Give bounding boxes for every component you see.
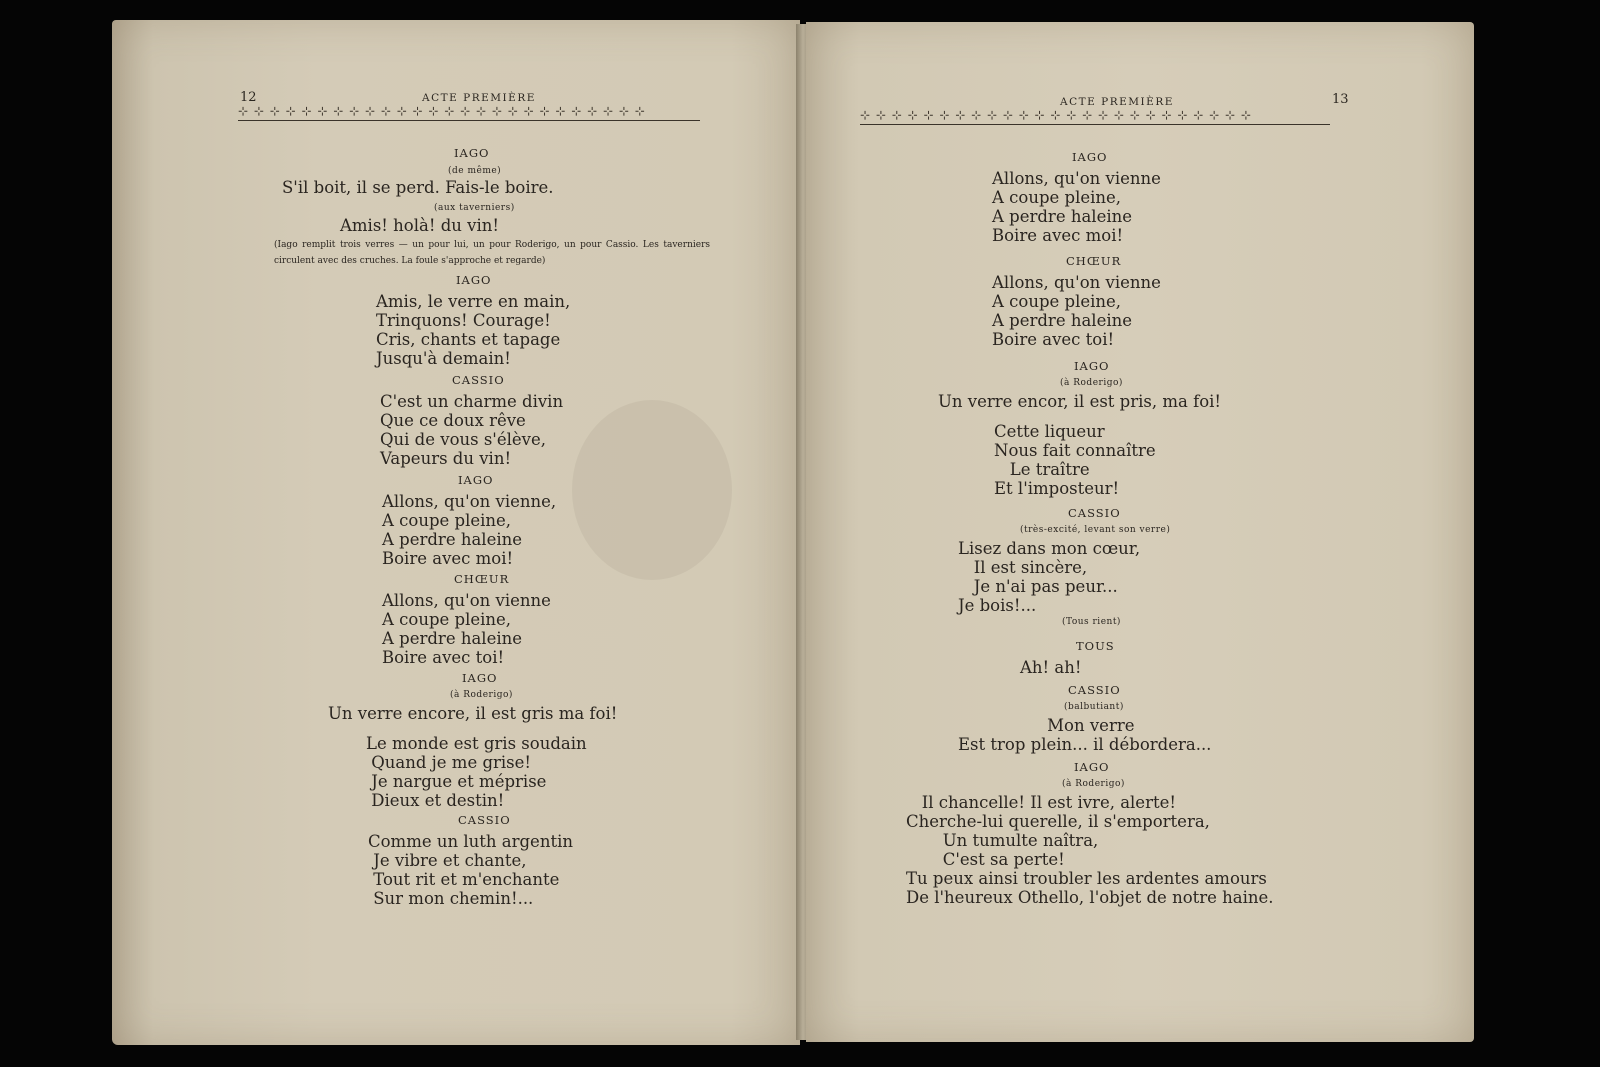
verse-stanza: Lisez dans mon cœur, Il est sincère, Je n'ai pas peur... Je bois!...	[958, 539, 1141, 615]
speaker-name: IAGO	[1074, 760, 1110, 774]
header-ornament: ⊹ ⊹ ⊹ ⊹ ⊹ ⊹ ⊹ ⊹ ⊹ ⊹ ⊹ ⊹ ⊹ ⊹ ⊹ ⊹ ⊹ ⊹ ⊹ ⊹ ⊹ ⊹ ⊹ ⊹ ⊹ ⊹	[238, 106, 700, 121]
speaker-name: TOUS	[1076, 639, 1115, 653]
speaker-name: CASSIO	[1068, 506, 1121, 520]
speaker-name: CHŒUR	[454, 572, 510, 586]
speaker-name: CASSIO	[1068, 683, 1121, 697]
speaker-name: CASSIO	[458, 813, 511, 827]
running-header: ACTE PREMIÈRE	[422, 92, 536, 104]
verse-stanza: C'est un charme divin Que ce doux rêve Qui de vous s'élève, Vapeurs du vin!	[380, 392, 564, 468]
verse-stanza: Il chancelle! Il est ivre, alerte! Cherche-lui querelle, il s'emportera, Un tumulte naîtra, C'est sa perte! Tu peux ainsi troubler les ardentes amours De l'heureux Othello, l'objet de notre haine.	[906, 793, 1274, 907]
right-page	[806, 22, 1474, 1042]
verse-line: S'il boit, il se perd. Fais-le boire.	[282, 178, 554, 197]
verse-line: Un verre encor, il est pris, ma foi!	[938, 392, 1222, 411]
verse-stanza: Allons, qu'on vienne A coupe pleine, A perdre haleine Boire avec toi!	[382, 591, 551, 667]
verse-stanza: Allons, qu'on vienne A coupe pleine, A perdre haleine Boire avec toi!	[992, 273, 1161, 349]
stage-direction: (Tous rient)	[1062, 617, 1121, 627]
verse-line: Amis! holà! du vin!	[340, 216, 500, 235]
running-header: ACTE PREMIÈRE	[1060, 96, 1174, 108]
page-number: 12	[240, 90, 257, 105]
watermark	[572, 400, 732, 580]
left-page	[112, 20, 800, 1045]
stage-direction: (aux taverniers)	[434, 203, 515, 213]
speaker-name: IAGO	[458, 473, 494, 487]
stage-direction: (à Roderigo)	[1062, 779, 1125, 789]
speaker-name: CASSIO	[452, 373, 505, 387]
speaker-name: IAGO	[456, 273, 492, 287]
page-number: 13	[1332, 92, 1349, 107]
verse-stanza: Cette liqueur Nous fait connaître Le traître Et l'imposteur!	[994, 422, 1156, 498]
speaker-name: IAGO	[454, 146, 490, 160]
verse-line: Un verre encore, il est gris ma foi!	[328, 704, 618, 723]
verse-stanza: Allons, qu'on vienne, A coupe pleine, A perdre haleine Boire avec moi!	[382, 492, 557, 568]
stage-direction: (à Roderigo)	[450, 690, 513, 700]
stage-direction: (très-excité, levant son verre)	[1020, 525, 1171, 535]
speaker-name: CHŒUR	[1066, 254, 1122, 268]
verse-stanza: Le monde est gris soudain Quand je me grise! Je nargue et méprise Dieux et destin!	[366, 734, 587, 810]
speaker-name: IAGO	[1074, 359, 1110, 373]
stage-direction: (à Roderigo)	[1060, 378, 1123, 388]
verse-stanza: Comme un luth argentin Je vibre et chante, Tout rit et m'enchante Sur mon chemin!...	[368, 832, 573, 908]
header-ornament: ⊹ ⊹ ⊹ ⊹ ⊹ ⊹ ⊹ ⊹ ⊹ ⊹ ⊹ ⊹ ⊹ ⊹ ⊹ ⊹ ⊹ ⊹ ⊹ ⊹ ⊹ ⊹ ⊹ ⊹ ⊹	[860, 110, 1330, 125]
verse-stanza: Amis, le verre en main, Trinquons! Courage! Cris, chants et tapage Jusqu'à demain!	[376, 292, 571, 368]
stage-direction: (balbutiant)	[1064, 702, 1124, 712]
speaker-name: IAGO	[1072, 150, 1108, 164]
stage-direction-long: (Iago remplit trois verres — un pour lui, un pour Roderigo, un pour Cassio. Les taverniers circulent avec des cruches. La foule s'approche et regarde)	[274, 240, 710, 266]
verse-line: Ah! ah!	[1020, 658, 1082, 677]
stage-direction: (de même)	[448, 166, 502, 176]
verse-stanza: Mon verre Est trop plein... il débordera...	[958, 716, 1212, 754]
speaker-name: IAGO	[462, 671, 498, 685]
verse-stanza: Allons, qu'on vienne A coupe pleine, A perdre haleine Boire avec moi!	[992, 169, 1161, 245]
